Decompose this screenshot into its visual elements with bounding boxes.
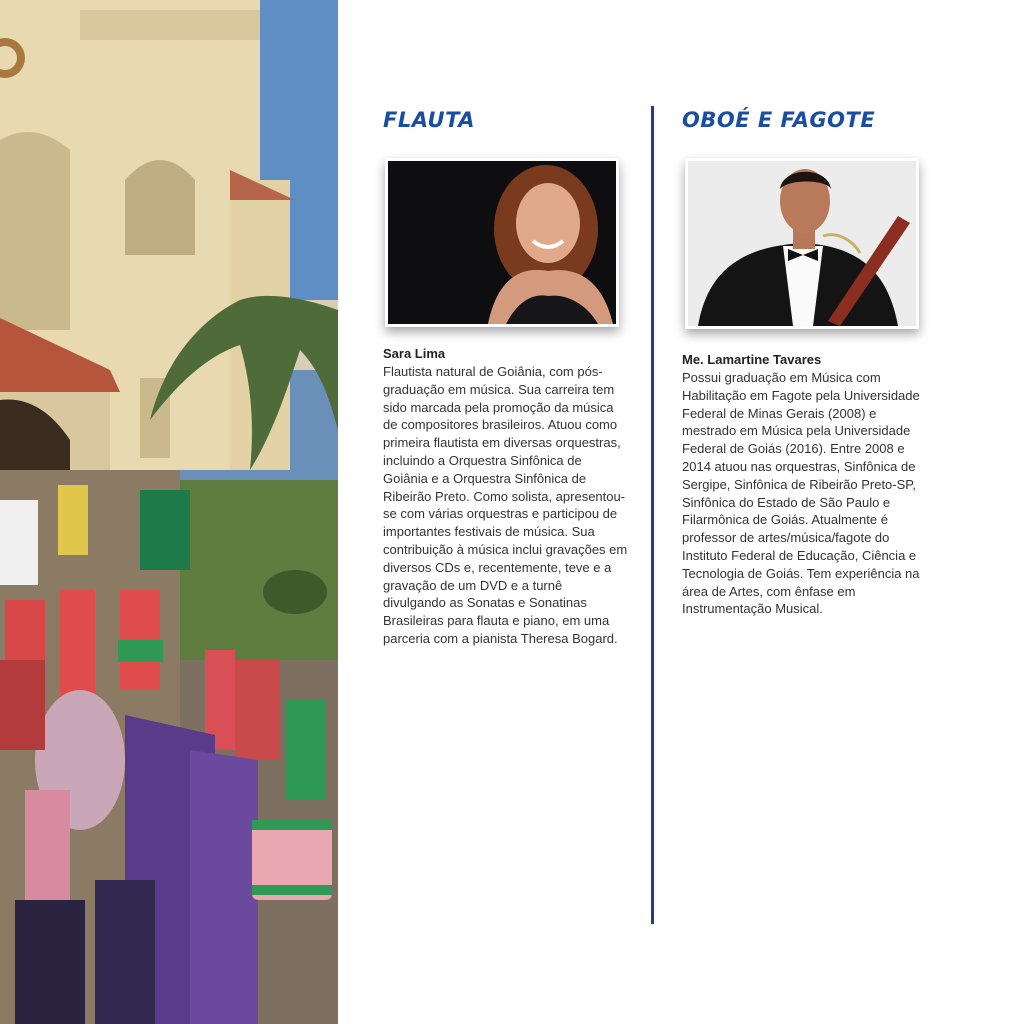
bio-name-lamartine-tavares: Me. Lamartine Tavares <box>682 352 822 367</box>
festival-photo <box>0 0 338 1024</box>
bio-text-sara-lima: Flautista natural de Goiânia, com pós-graduação em música. Sua carreira tem sido marcada pela promoção da música de compositores brasileiros. Atuou como primeira flautista em diversas orquestras, incluindo a Orquestra Sinfônica de Goiânia e a Orquestra Sinfônica de Ribeirão Preto. Como solista, apresentou-se com várias orquestras e participou de importantes festivais de música. Sua contribuição à música inclui gravações em diversos CDs e, recentemente, teve e a gravação de um DVD e a turnê divulgando as Sonatas e Sonatinas Brasileiras para flauta e piano, em uma parceria com a pianista Theresa Bogard. <box>383 364 628 646</box>
bio-name-sara-lima: Sara Lima <box>383 346 446 361</box>
column-divider <box>651 106 654 924</box>
heading-flauta: FLAUTA <box>383 108 476 132</box>
portrait-sara-lima <box>385 158 619 327</box>
portrait-lamartine-tavares <box>685 158 919 329</box>
bio-text-lamartine-tavares: Possui graduação em Música com Habilitação em Fagote pela Universidade Federal de Minas Gerais (2008) e mestrado em Música pela Universidade Federal de Goiás (2016). Entre 2008 e 2014 atuou nas orquestras, Sinfônica de Sergipe, Sinfônica de Ribeirão Preto-SP, Sinfônica do Estado de São Paulo e Filarmônica de Goiás. Atualmente é professor de artes/música/fagote do Instituto Federal de Educação, Ciência e Tecnologia de Goiás. Tem experiência na área de Artes, com ênfase em Instrumentação Musical. <box>682 370 920 617</box>
heading-oboe-fagote: OBOÉ E FAGOTE <box>682 108 876 132</box>
